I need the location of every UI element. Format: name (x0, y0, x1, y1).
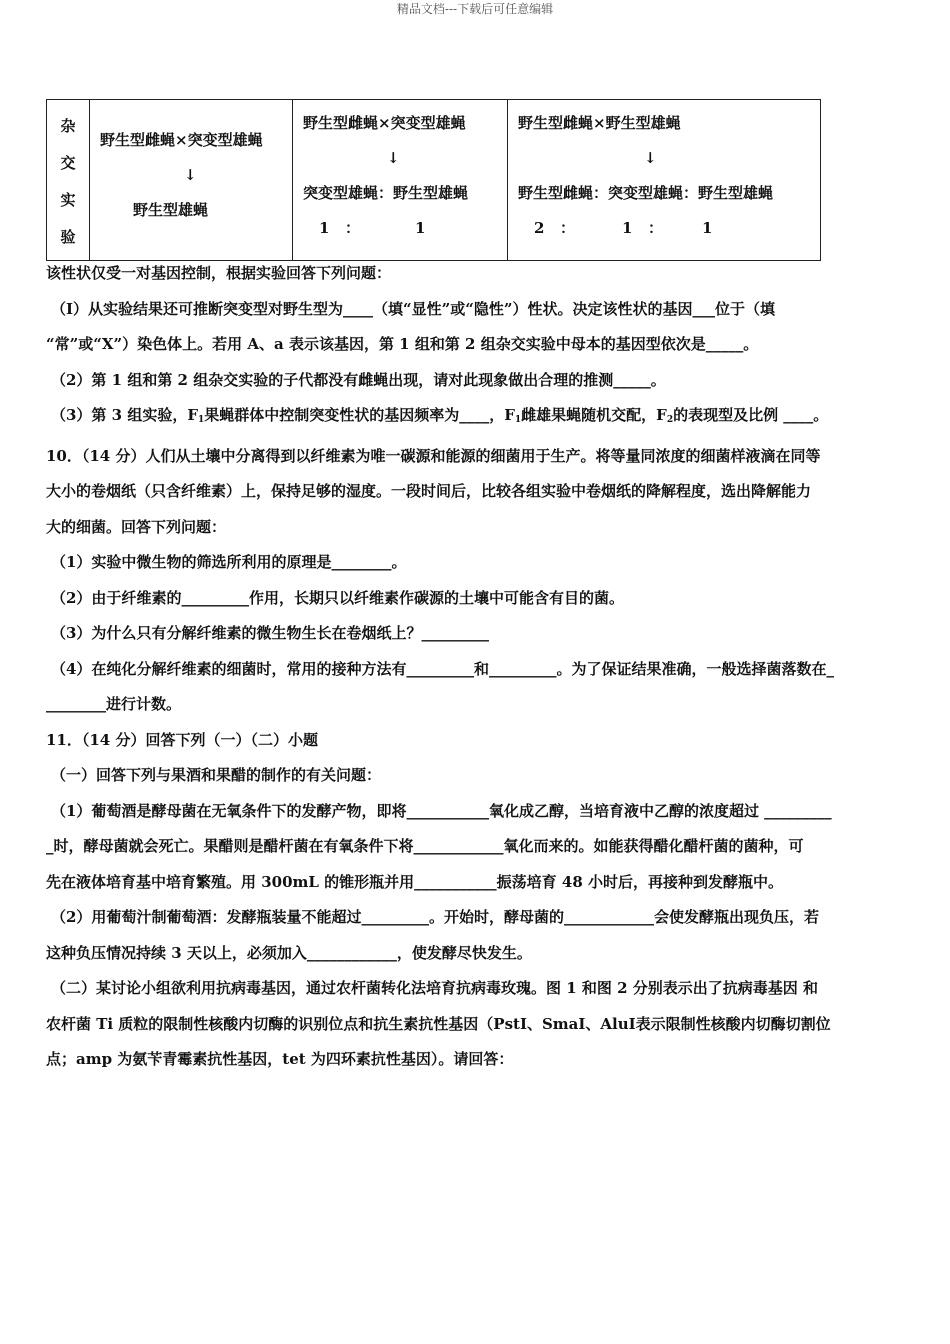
cross-2-parents: 野生型雌蝇×突变型雄蝇 (303, 114, 466, 132)
ratio-value: 1 (319, 219, 330, 237)
problem-11-part-2-line: 农杆菌 Ti 质粒的限制性核酸内切酶的识别位点和抗生素抗性基因（PstⅠ、SmaⅠ、AluⅠ表示限制性核酸内切酶切割位 (46, 1014, 831, 1033)
question-1-line: “常”或“X”）染色体上。若用 A、a 表示该基因，第 1 组和第 2 组杂交实验中母本的基因型依次是_____。 (46, 335, 759, 353)
cross-1-cell (90, 100, 293, 261)
problem-10-line: 大的细菌。回答下列问题： (46, 517, 227, 536)
cross-3-ratio (508, 211, 820, 246)
row-label-char: 杂 (60, 117, 76, 135)
document-body (46, 256, 908, 1078)
problem-11-question-line: 这种负压情况持续 3 天以上，必须加入____________，使发酵尽快发生。 (46, 943, 532, 962)
problem-11-question-line: （2）用葡萄汁制葡萄酒：发酵瓶装量不能超过_________。开始时，酵母菌的____________会使发酵瓶出现负压，若 (51, 908, 819, 926)
row-label-char: 验 (60, 228, 76, 246)
problem-11-part-2-line: 点；amp 为氨苄青霉素抗性基因，tet 为四环素抗性基因）。请回答： (46, 1050, 514, 1068)
row-label-char: 实 (60, 191, 76, 209)
row-label-char: 交 (60, 154, 76, 172)
cross-2-cell (293, 100, 508, 261)
cross-2-ratio (293, 211, 507, 246)
problem-11-part-2-line: （二）某讨论小组欲利用抗病毒基因，通过农杆菌转化法培育抗病毒玫瑰。图 1 和图 2 分别表示出了抗病毒基因 和 (51, 979, 818, 997)
problem-11-part-1-line: （一）回答下列与果酒和果醋的制作的有关问题： (51, 766, 382, 784)
ratio-separator: ： (648, 219, 664, 237)
cross-experiment-table (46, 99, 821, 261)
ratio-value: 1 (702, 219, 713, 237)
problem-10-line: 10．（14 分）人们从土壤中分离得到以纤维素为唯一碳源和能源的细菌用于生产。将等量同浓度的细菌样液滴在同等 (46, 446, 821, 465)
problem-11-question-line: （1）葡萄酒是酵母菌在无氧条件下的发酵产物，即将___________氧化成乙醇，当培育液中乙醇的浓度超过 _________ (51, 801, 832, 820)
cross-3-cell (508, 100, 821, 261)
ratio-value: 2 (534, 219, 545, 237)
cross-2-offspring: 突变型雄蝇：野生型雄蝇 (303, 184, 469, 202)
problem-10-question-line: ________进行计数。 (46, 695, 182, 713)
cross-1-offspring: 野生型雄蝇 (133, 201, 209, 219)
problem-11-line: 11．（14 分）回答下列（一）（二）小题 (46, 730, 318, 749)
problem-10-question-line: （1）实验中微生物的筛选所利用的原理是________。 (51, 553, 407, 571)
intro-line: 该性状仅受一对基因控制，根据实验回答下列问题： (46, 264, 392, 282)
page-header: 精品文档---下载后可任意编辑 (396, 2, 554, 16)
question-1-line: （Ⅰ）从实验结果还可推断突变型对野生型为____（填“显性”或“隐性”）性状。决定该性状的基因___位于（填 (51, 299, 776, 318)
cross-3-offspring: 野生型雌蝇：突变型雄蝇：野生型雄蝇 (518, 184, 774, 202)
problem-11-question-line: 先在液体培育基中培育繁殖。用 300mL 的锥形瓶并用___________振荡培育 48 小时后，再接种到发酵瓶中。 (46, 872, 783, 891)
cross-3-parents: 野生型雌蝇×野生型雄蝇 (518, 114, 681, 132)
cross-2-arrow: ↓ (387, 149, 400, 167)
cross-3-arrow: ↓ (644, 149, 657, 167)
ratio-value: 1 (622, 219, 633, 237)
cross-1-parents: 野生型雌蝇×突变型雄蝇 (100, 131, 263, 149)
problem-10-question-line: （4）在纯化分解纤维素的细菌时，常用的接种方法有_________和_________。为了保证结果准确，一般选择菌落数在_ (51, 659, 834, 678)
problem-10-question-line: （3）为什么只有分解纤维素的微生物生长在卷烟纸上？_________ (51, 624, 489, 642)
ratio-separator: ： (345, 219, 361, 237)
question-2-line: （2）第 1 组和第 2 组杂交实验的子代都没有雌蝇出现，请对此现象做出合理的推测_____。 (51, 370, 666, 389)
ratio-value: 1 (415, 219, 426, 237)
problem-11-question-line: _时，酵母菌就会死亡。果醋则是醋杆菌在有氧条件下将____________氧化而来的。如能获得醋化醋杆菌的菌种，可 (46, 837, 804, 855)
cross-1-arrow: ↓ (184, 166, 197, 184)
question-3-line: （3）第 3 组实验，$F_1$果蝇群体中控制突变性状的基因频率为____，$F_1$雌雄果蝇随机交配，$F_2$的表现型及比例 ____。 (51, 406, 829, 425)
problem-10-line: 大小的卷烟纸（只含纤维素）上，保持足够的湿度。一段时间后，比较各组实验中卷烟纸的降解程度，选出降解能力 (46, 482, 812, 500)
ratio-separator: ： (560, 219, 576, 237)
problem-10-question-line: （2）由于纤维素的_________作用，长期只以纤维素作碳源的土壤中可能含有目的菌。 (51, 588, 624, 607)
row-label-cell (47, 100, 90, 261)
